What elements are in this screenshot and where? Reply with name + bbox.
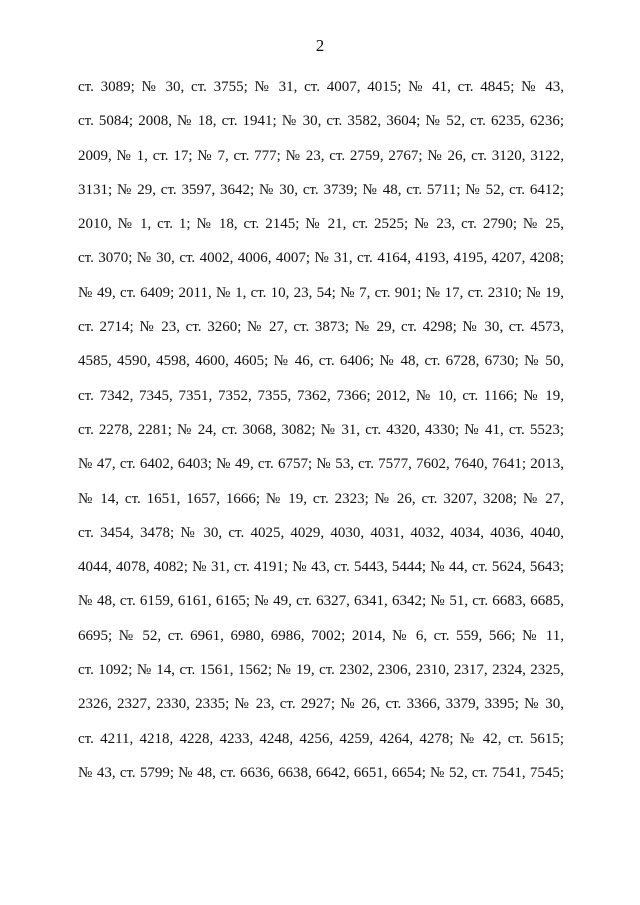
text-line: 2326, 2327, 2330, 2335; № 23, ст. 2927; № 26, ст. 3366, 3379, 3395; № 30, <box>78 696 564 713</box>
text-line: 2010, № 1, ст. 1; № 18, ст. 2145; № 21, ст. 2525; № 23, ст. 2790; № 25, <box>78 216 564 233</box>
text-line: 6695; № 52, ст. 6961, 6980, 6986, 7002; 2014, № 6, ст. 559, 566; № 11, <box>78 627 564 644</box>
text-line: ст. 3089; № 30, ст. 3755; № 31, ст. 4007, 4015; № 41, ст. 4845; № 43, <box>78 79 564 95</box>
text-line: ст. 7342, 7345, 7351, 7352, 7355, 7362, 7366; 2012, № 10, ст. 1166; № 19, <box>78 387 564 404</box>
text-line: 3131; № 29, ст. 3597, 3642; № 30, ст. 3739; № 48, ст. 5711; № 52, ст. 6412; <box>78 181 564 198</box>
text-line: ст. 5084; 2008, № 18, ст. 1941; № 30, ст. 3582, 3604; № 52, ст. 6235, 6236; <box>78 113 564 130</box>
text-line: 4585, 4590, 4598, 4600, 4605; № 46, ст. 6406; № 48, ст. 6728, 6730; № 50, <box>78 353 564 370</box>
text-line: ст. 1092; № 14, ст. 1561, 1562; № 19, ст. 2302, 2306, 2310, 2317, 2324, 2325, <box>78 662 564 679</box>
text-line: ст. 2278, 2281; № 24, ст. 3068, 3082; № 31, ст. 4320, 4330; № 41, ст. 5523; <box>78 421 564 438</box>
text-line: № 47, ст. 6402, 6403; № 49, ст. 6757; № 53, ст. 7577, 7602, 7640, 7641; 2013, <box>78 456 564 473</box>
text-line: 4044, 4078, 4082; № 31, ст. 4191; № 43, ст. 5443, 5444; № 44, ст. 5624, 5643; <box>78 559 564 576</box>
text-line: ст. 3070; № 30, ст. 4002, 4006, 4007; № 31, ст. 4164, 4193, 4195, 4207, 4208; <box>78 250 564 267</box>
text-line: ст. 2714; № 23, ст. 3260; № 27, ст. 3873; № 29, ст. 4298; № 30, ст. 4573, <box>78 319 564 336</box>
text-line: ст. 4211, 4218, 4228, 4233, 4248, 4256, 4259, 4264, 4278; № 42, ст. 5615; <box>78 730 564 747</box>
text-line: № 14, ст. 1651, 1657, 1666; № 19, ст. 2323; № 26, ст. 3207, 3208; № 27, <box>78 490 564 507</box>
text-line: № 48, ст. 6159, 6161, 6165; № 49, ст. 6327, 6341, 6342; № 51, ст. 6683, 6685, <box>78 593 564 610</box>
text-line: № 43, ст. 5799; № 48, ст. 6636, 6638, 6642, 6651, 6654; № 52, ст. 7541, 7545; <box>78 764 564 781</box>
page-number: 2 <box>315 36 325 55</box>
text-line: № 49, ст. 6409; 2011, № 1, ст. 10, 23, 54; № 7, ст. 901; № 17, ст. 2310; № 19, <box>78 284 564 301</box>
text-line: ст. 3454, 3478; № 30, ст. 4025, 4029, 4030, 4031, 4032, 4034, 4036, 4040, <box>78 524 564 541</box>
text-line: 2009, № 1, ст. 17; № 7, ст. 777; № 23, ст. 2759, 2767; № 26, ст. 3120, 3122, <box>78 147 564 164</box>
body-text <box>78 72 564 792</box>
